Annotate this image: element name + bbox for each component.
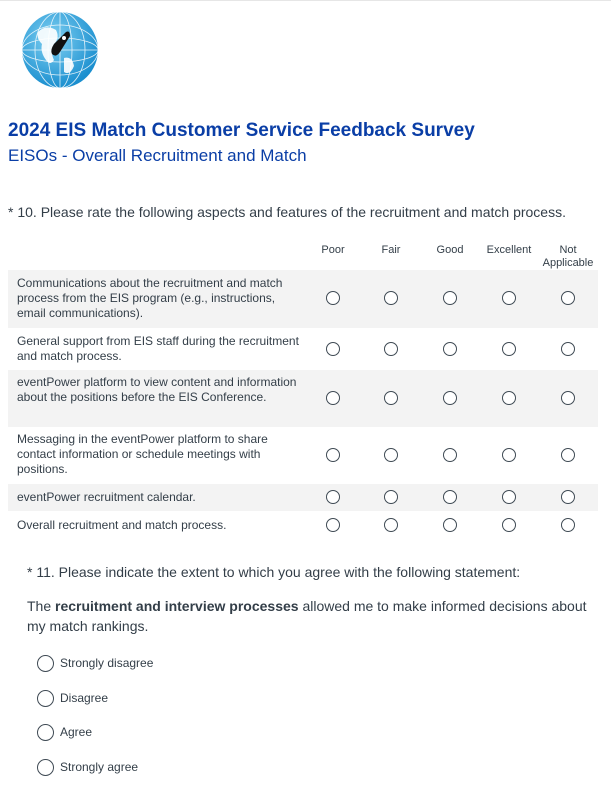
matrix-row-eventpower-messaging: [8, 427, 598, 484]
radio-not-applicable[interactable]: [561, 291, 575, 305]
radio-excellent[interactable]: [502, 342, 516, 356]
radio-fair[interactable]: [384, 291, 398, 305]
radio-button[interactable]: [37, 655, 54, 672]
radio-fair[interactable]: [384, 391, 398, 405]
radio-not-applicable[interactable]: [561, 518, 575, 532]
question-11-title: [27, 564, 520, 580]
radio-good[interactable]: [443, 518, 457, 532]
matrix-row-overall: [8, 511, 598, 539]
radio-button[interactable]: [37, 690, 54, 707]
radio-good[interactable]: [443, 391, 457, 405]
radio-poor[interactable]: [326, 490, 340, 504]
matrix-row-label: General support from EIS staff during the recruitment and match process.: [17, 334, 299, 363]
column-header-poor: Poor: [321, 244, 345, 256]
question-11-statement: The recruitment and interview processes allowed me to make informed decisions about my match rankings.: [27, 598, 587, 634]
question-10-title: [8, 204, 566, 220]
question-10-text: 10. Please rate the following aspects and features of the recruitment and match process.: [17, 204, 566, 220]
radio-excellent[interactable]: [502, 391, 516, 405]
radio-excellent[interactable]: [502, 518, 516, 532]
radio-good[interactable]: [443, 490, 457, 504]
required-mark: *: [27, 564, 33, 580]
radio-not-applicable[interactable]: [561, 391, 575, 405]
radio-not-applicable[interactable]: [561, 490, 575, 504]
radio-excellent[interactable]: [502, 490, 516, 504]
radio-poor[interactable]: [326, 391, 340, 405]
radio-fair[interactable]: [384, 342, 398, 356]
option-disagree[interactable]: Disagree: [37, 688, 108, 708]
option-agree[interactable]: Agree: [37, 722, 92, 742]
globe-icon: [20, 10, 100, 90]
radio-poor[interactable]: [326, 291, 340, 305]
required-mark: *: [8, 204, 14, 220]
option-strongly-agree[interactable]: Strongly agree: [37, 757, 138, 777]
radio-excellent[interactable]: [502, 291, 516, 305]
radio-poor[interactable]: [326, 342, 340, 356]
radio-not-applicable[interactable]: [561, 342, 575, 356]
matrix-row-label: Messaging in the eventPower platform to share contact information or schedule meetings with positions.: [17, 432, 268, 476]
radio-fair[interactable]: [384, 448, 398, 462]
matrix-row-label: eventPower recruitment calendar.: [17, 490, 196, 504]
option-strongly-disagree[interactable]: Strongly disagree: [37, 653, 153, 673]
radio-good[interactable]: [443, 291, 457, 305]
column-header-good: Good: [436, 244, 464, 256]
page-subtitle: EISOs - Overall Recruitment and Match: [8, 146, 307, 165]
matrix-row-label: eventPower platform to view content and information about the positions before the EIS Conference.: [17, 375, 297, 404]
radio-not-applicable[interactable]: [561, 448, 575, 462]
radio-fair[interactable]: [384, 518, 398, 532]
radio-excellent[interactable]: [502, 448, 516, 462]
radio-fair[interactable]: [384, 490, 398, 504]
statement-emphasis: recruitment and interview processes: [55, 598, 299, 614]
radio-poor[interactable]: [326, 448, 340, 462]
top-divider: [0, 0, 611, 1]
column-header-fair: Fair: [381, 244, 401, 256]
matrix-row-staff-support: [8, 328, 598, 370]
question-11-text: 11. Please indicate the extent to which you agree with the following statement:: [36, 564, 521, 580]
radio-good[interactable]: [443, 448, 457, 462]
column-header-not-applicable: Not Applicable: [542, 244, 594, 269]
column-header-excellent: Excellent: [486, 244, 532, 256]
survey-title: 2024 EIS Match Customer Service Feedback Survey: [8, 120, 475, 141]
matrix-row-label: Communications about the recruitment and match process from the EIS program (e.g., instructions, email communications).: [17, 276, 283, 320]
matrix-row-label: Overall recruitment and match process.: [17, 518, 227, 532]
radio-button[interactable]: [37, 759, 54, 776]
radio-button[interactable]: [37, 724, 54, 741]
radio-poor[interactable]: [326, 518, 340, 532]
matrix-row-recruitment-calendar: [8, 484, 598, 511]
matrix-row-communications: [8, 270, 598, 328]
matrix-row-eventpower-content: [8, 370, 598, 427]
radio-good[interactable]: [443, 342, 457, 356]
